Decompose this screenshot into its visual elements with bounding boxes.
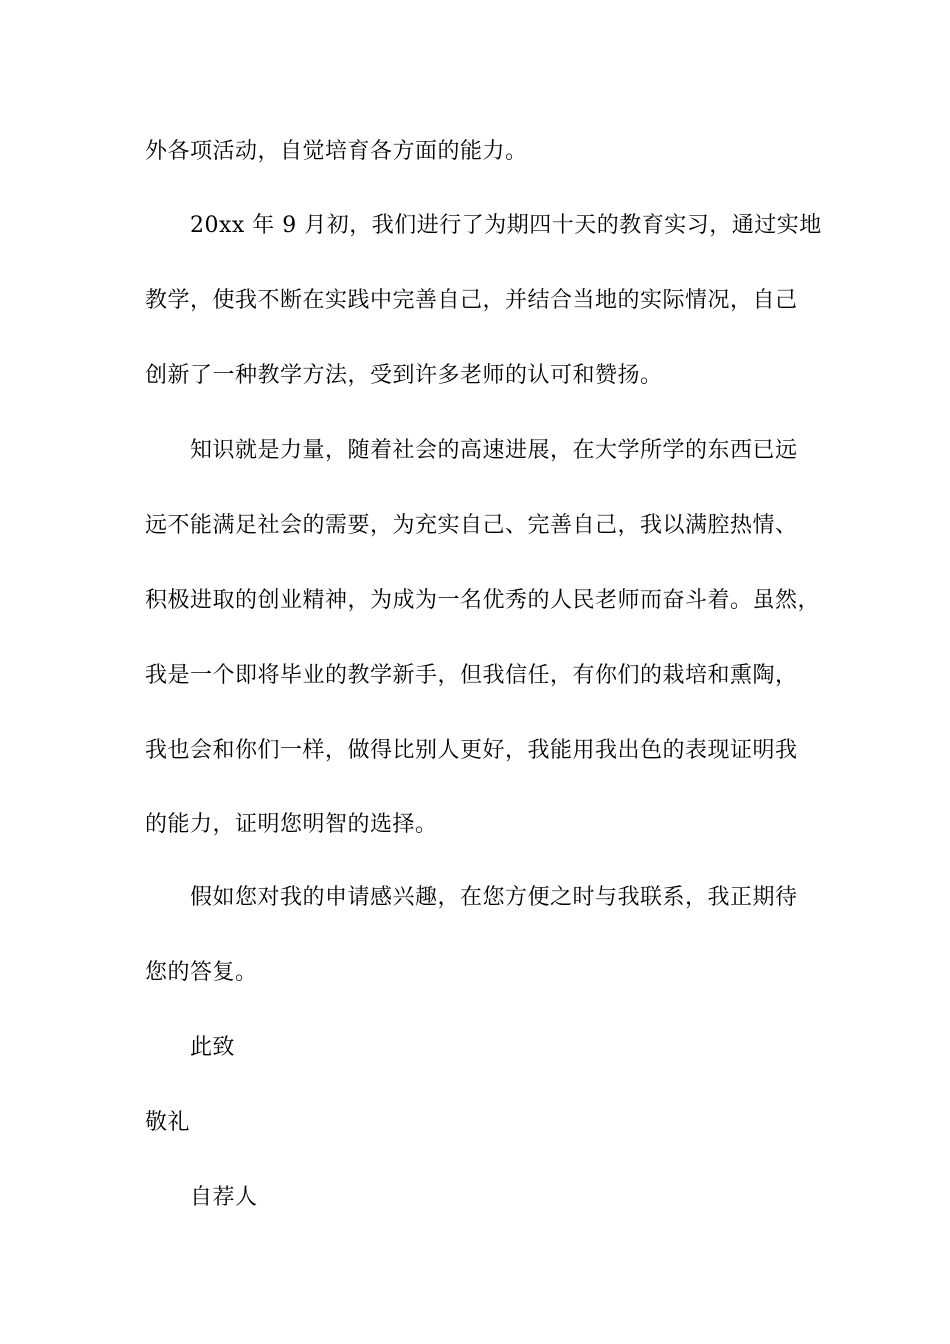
text-line: 的能力，证明您明智的选择。	[145, 812, 438, 837]
text-line: 积极进取的创业精神，为成为一名优秀的人民老师而奋斗着。虽然，	[145, 588, 821, 613]
text-line: 假如您对我的申请感兴趣，在您方便之时与我联系，我正期待	[190, 885, 798, 910]
text-line: 我也会和你们一样，做得比别人更好，我能用我出色的表现证明我	[145, 738, 798, 763]
closing-salutation: 此致	[190, 1035, 236, 1060]
signature-label: 自荐人	[190, 1185, 258, 1210]
text-line: 外各项活动，自觉培育各方面的能力。	[145, 139, 528, 164]
text-line: 知识就是力量，随着社会的高速进展，在大学所学的东西已远	[190, 438, 798, 463]
text-line: 远不能满足社会的需要，为充实自己、完善自己，我以满腔热情、	[145, 513, 798, 538]
text-line: 您的答复。	[145, 960, 258, 985]
closing-regards: 敬礼	[145, 1110, 191, 1135]
text-line: 我是一个即将毕业的教学新手，但我信任，有你们的栽培和熏陶，	[145, 663, 798, 688]
text-line: 20xx 年 9 月初，我们进行了为期四十天的教育实习，通过实地	[190, 213, 822, 238]
text-line: 教学，使我不断在实践中完善自己，并结合当地的实际情况，自己	[145, 288, 798, 313]
text-line: 创新了一种教学方法，受到许多老师的认可和赞扬。	[145, 363, 663, 388]
